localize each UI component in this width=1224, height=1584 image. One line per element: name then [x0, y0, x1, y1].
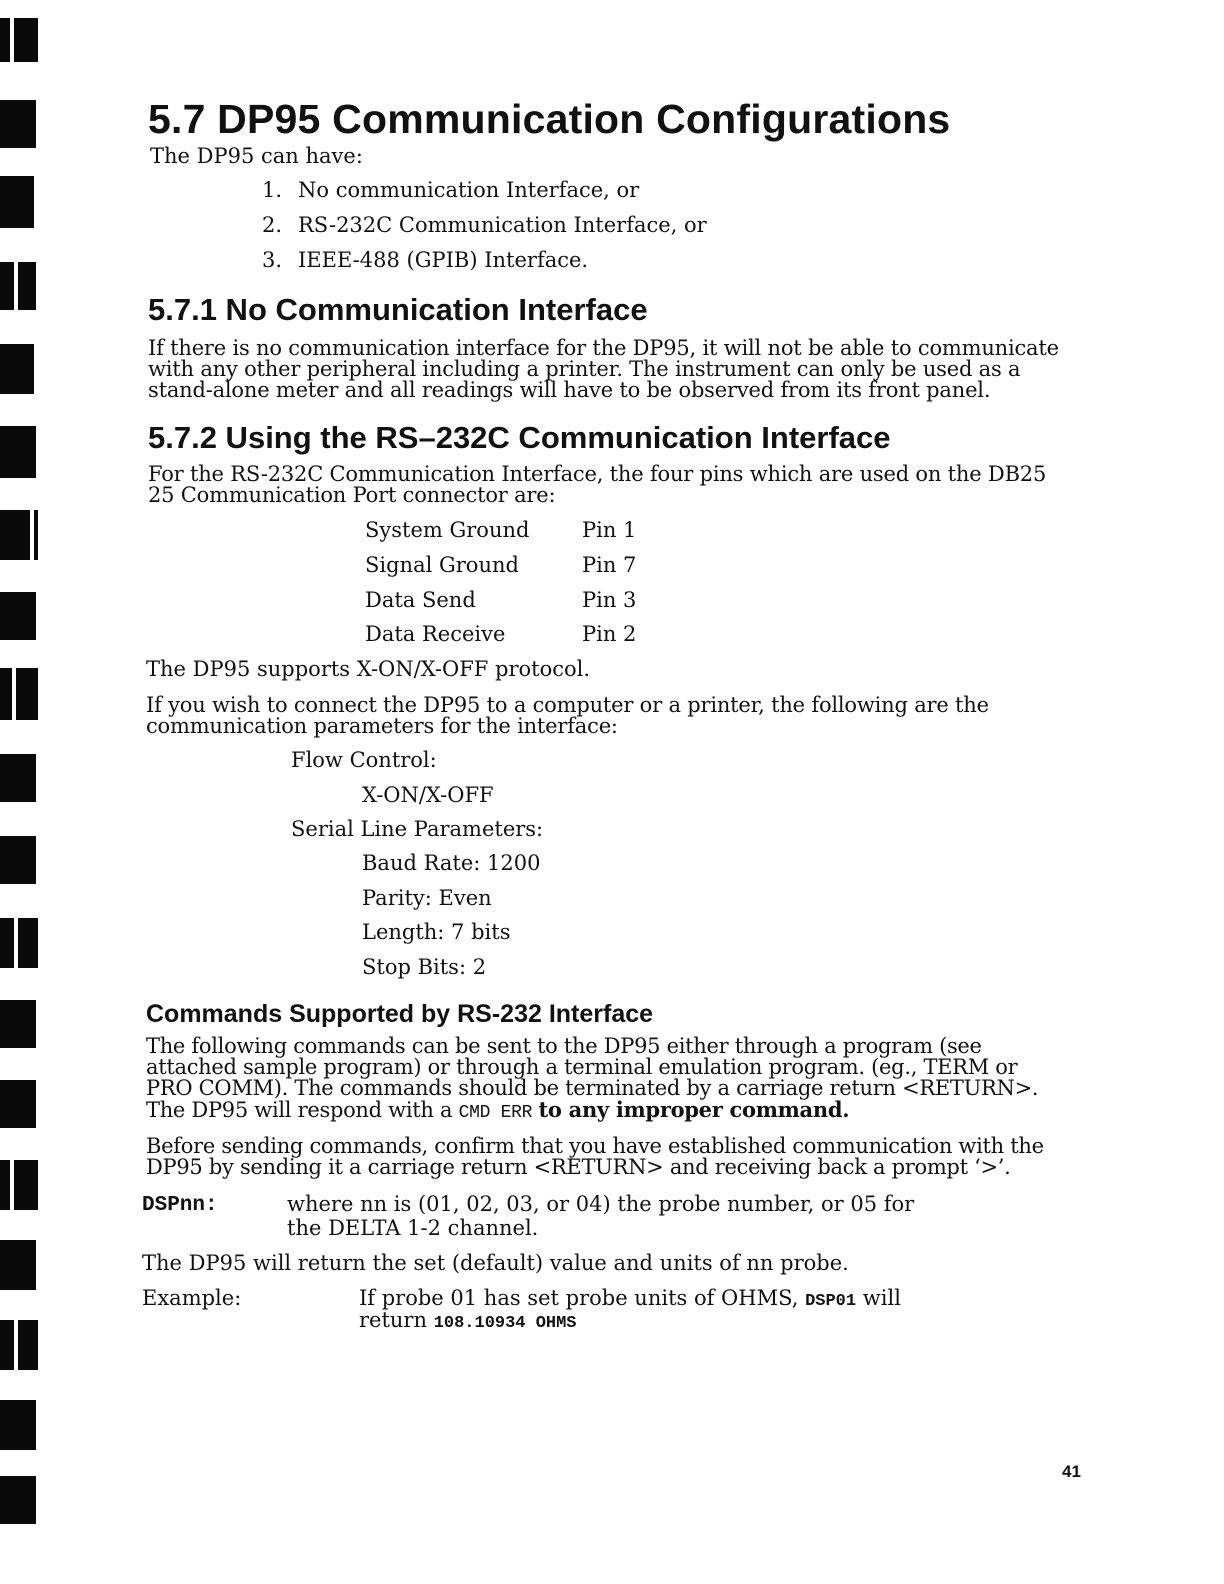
text-segment: If probe 01 has set probe units of OHMS,	[359, 1286, 799, 1310]
paragraph-line: with any other peripheral including a printer. The instrument can only be used as a	[148, 357, 1021, 381]
binding-tab	[0, 1160, 38, 1210]
text-segment: will	[862, 1286, 901, 1310]
text-segment: return	[359, 1308, 427, 1332]
pin-number: Pin 3	[582, 588, 637, 612]
command-label: DSPnn:	[142, 1194, 218, 1217]
binding-tab	[0, 836, 36, 884]
paragraph-line: DP95 by sending it a carriage return <RETURN> and receiving back a prompt ‘>’.	[146, 1155, 1011, 1179]
serial-param: Parity: Even	[362, 886, 492, 910]
text-segment: to any improper command.	[538, 1097, 850, 1122]
binding-edge	[0, 0, 50, 1584]
pin-name: System Ground	[365, 518, 530, 542]
binding-tab	[0, 592, 36, 640]
pin-name: Signal Ground	[365, 553, 519, 577]
text-segment: The DP95 will respond with a	[146, 1098, 453, 1122]
option-text: IEEE-488 (GPIB) Interface.	[298, 248, 589, 272]
paragraph-line: If you wish to connect the DP95 to a computer or a printer, the following are the	[146, 693, 989, 717]
binding-tab	[0, 262, 36, 310]
paragraph-line: For the RS-232C Communication Interface, the four pins which are used on the DB25	[148, 462, 1047, 486]
page-title: 5.7 DP95 Communication Configurations	[148, 96, 951, 142]
page-number: 41	[1062, 1462, 1081, 1481]
binding-tab	[0, 344, 34, 394]
binding-tab	[0, 1000, 36, 1048]
example-line	[359, 1310, 577, 1334]
flow-control-label: Flow Control:	[291, 748, 437, 772]
pin-number: Pin 1	[582, 518, 637, 542]
option-number: 2.	[262, 213, 283, 237]
binding-tab	[0, 668, 38, 720]
paragraph-line	[146, 1099, 849, 1124]
command-description: where nn is (01, 02, 03, or 04) the probe number, or 05 for	[287, 1192, 915, 1216]
flow-control-value: X-ON/X-OFF	[362, 783, 494, 807]
paragraph-line: stand-alone meter and all readings will have to be observed from its front panel.	[148, 378, 991, 402]
binding-tab	[0, 1400, 36, 1450]
binding-tab	[0, 1240, 36, 1290]
serial-param: Baud Rate: 1200	[362, 851, 541, 875]
binding-tab	[0, 100, 36, 148]
option-number: 3.	[262, 248, 283, 272]
paragraph-line: attached sample program) or through a terminal emulation program. (eg., TERM or	[146, 1055, 1018, 1079]
section-heading: 5.7.1 No Communication Interface	[148, 292, 648, 327]
code-text: DSP01	[805, 1292, 857, 1311]
code-text: CMD ERR	[458, 1103, 533, 1123]
binding-tab	[0, 918, 38, 968]
binding-tab	[0, 176, 34, 228]
paragraph-line: 25 Communication Port connector are:	[148, 483, 556, 507]
subsection-heading: Commands Supported by RS-232 Interface	[146, 1000, 654, 1028]
pin-name: Data Send	[365, 588, 476, 612]
pin-number: Pin 2	[582, 622, 637, 646]
command-description: the DELTA 1-2 channel.	[287, 1216, 539, 1240]
section-heading: 5.7.2 Using the RS–232C Communication Interface	[148, 420, 891, 455]
binding-tab	[0, 426, 36, 478]
option-number: 1.	[262, 178, 283, 202]
example-line	[359, 1288, 901, 1312]
binding-tab	[0, 1320, 38, 1370]
binding-tab	[0, 1080, 36, 1128]
binding-tab	[0, 754, 36, 802]
example-label: Example:	[142, 1286, 242, 1310]
protocol-line: The DP95 supports X-ON/X-OFF protocol.	[146, 657, 591, 681]
intro-text: The DP95 can have:	[150, 144, 363, 168]
binding-tab	[0, 510, 38, 560]
paragraph-line: PRO COMM). The commands should be terminated by a carriage return <RETURN>.	[146, 1076, 1039, 1100]
serial-params-label: Serial Line Parameters:	[291, 817, 544, 841]
pin-name: Data Receive	[365, 622, 506, 646]
serial-param: Stop Bits: 2	[362, 955, 487, 979]
code-text: 108.10934 OHMS	[433, 1314, 577, 1333]
paragraph-line: If there is no communication interface for the DP95, it will not be able to communicate	[148, 336, 1059, 360]
serial-param: Length: 7 bits	[362, 920, 511, 944]
binding-tab	[0, 18, 38, 62]
binding-tab	[0, 1476, 36, 1524]
option-text: RS-232C Communication Interface, or	[298, 213, 707, 237]
pin-number: Pin 7	[582, 553, 637, 577]
paragraph-line: Before sending commands, confirm that you have established communication with the	[146, 1134, 1044, 1158]
option-text: No communication Interface, or	[298, 178, 640, 202]
paragraph-line: communication parameters for the interface:	[146, 714, 618, 738]
paragraph-line: The following commands can be sent to the DP95 either through a program (see	[146, 1034, 982, 1058]
return-line: The DP95 will return the set (default) value and units of nn probe.	[142, 1251, 849, 1275]
